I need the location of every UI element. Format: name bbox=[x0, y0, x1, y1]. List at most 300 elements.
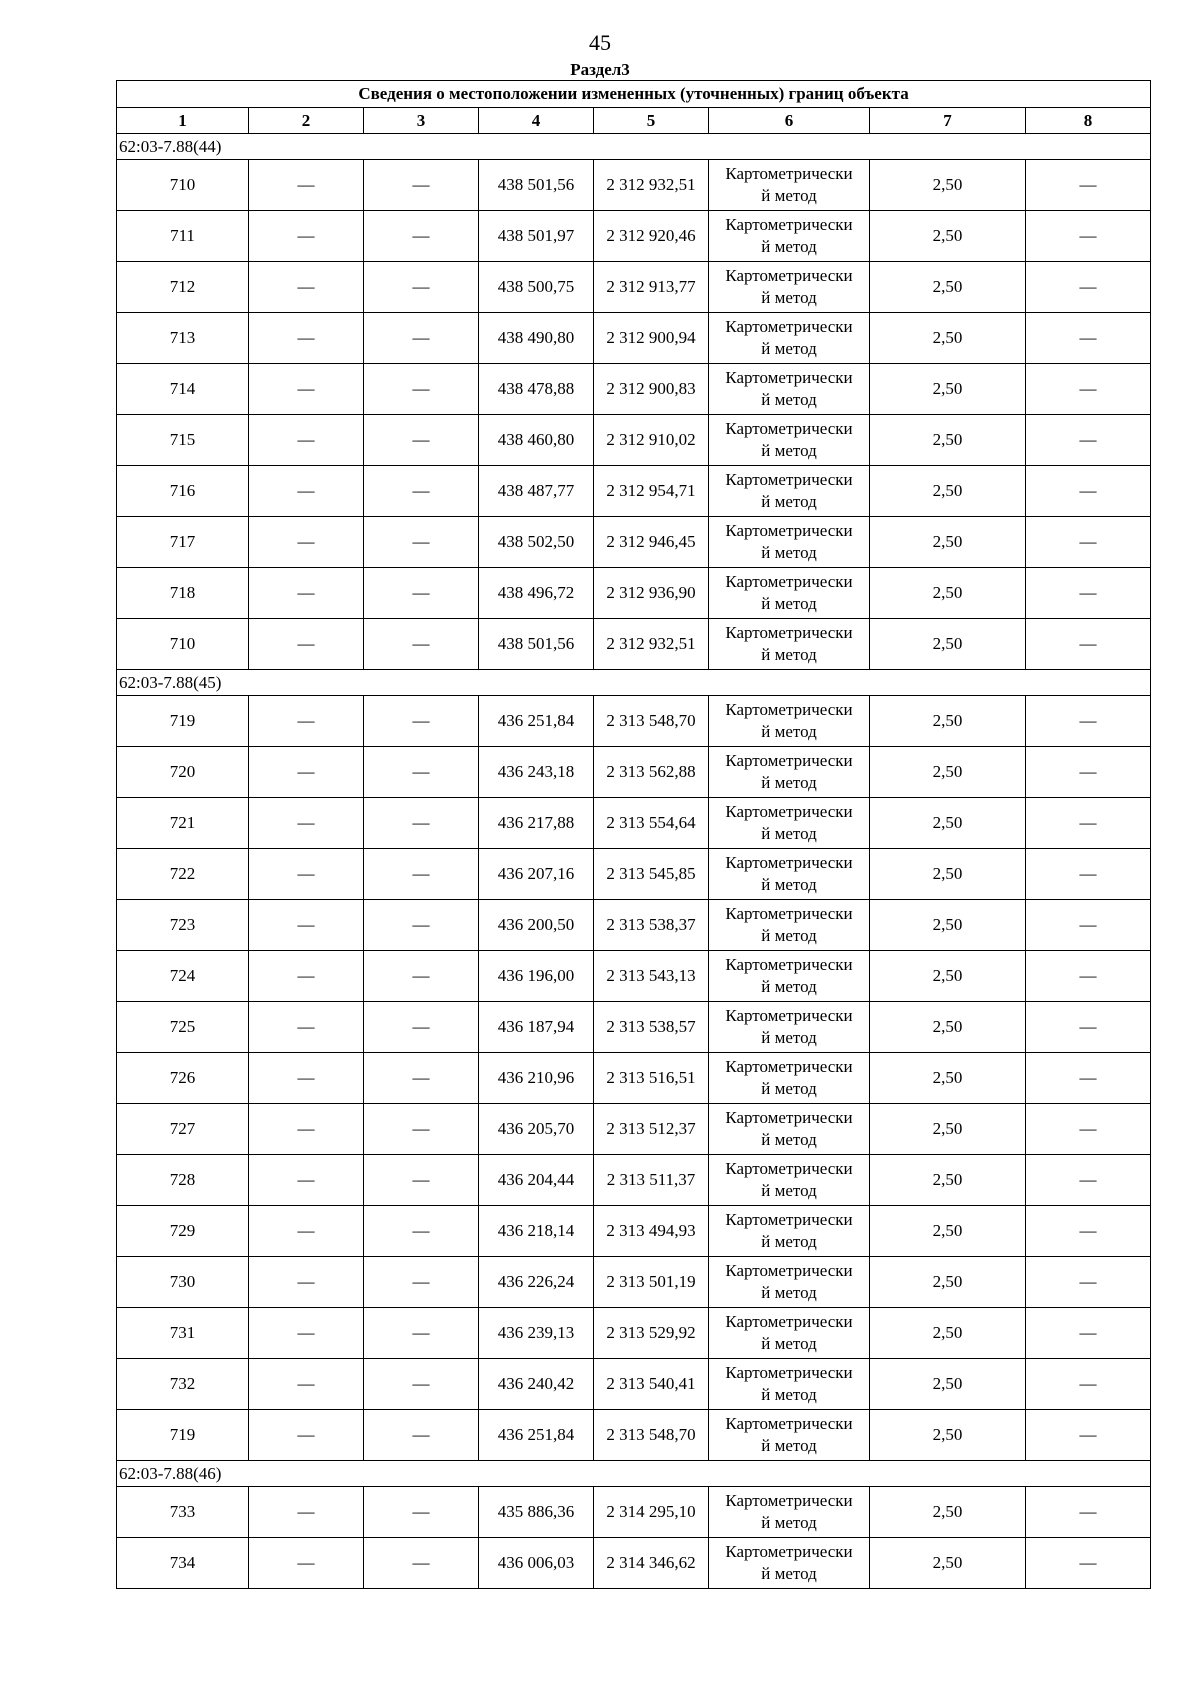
y-coordinate-cell: 2 312 932,51 bbox=[594, 160, 709, 211]
method-line-2: й метод bbox=[761, 773, 817, 792]
point-number-cell: 710 bbox=[117, 160, 249, 211]
column-header: 2 bbox=[249, 108, 364, 134]
table-row bbox=[117, 1257, 1151, 1308]
accuracy-cell: 2,50 bbox=[870, 696, 1026, 747]
empty-cell-col2: — bbox=[249, 568, 364, 619]
y-coordinate-cell: 2 313 548,70 bbox=[594, 696, 709, 747]
column-header: 3 bbox=[364, 108, 479, 134]
y-coordinate-cell: 2 313 538,57 bbox=[594, 1002, 709, 1053]
method-line-2: й метод bbox=[761, 926, 817, 945]
accuracy-cell: 2,50 bbox=[870, 747, 1026, 798]
method-line-2: й метод bbox=[761, 1028, 817, 1047]
method-line-2: й метод bbox=[761, 594, 817, 613]
empty-cell-col8: — bbox=[1026, 747, 1151, 798]
table-row bbox=[117, 849, 1151, 900]
table-row bbox=[117, 568, 1151, 619]
empty-cell-col2: — bbox=[249, 1053, 364, 1104]
group-header-row bbox=[117, 134, 1151, 160]
accuracy-cell: 2,50 bbox=[870, 849, 1026, 900]
method-line-1: Картометрически bbox=[725, 700, 853, 719]
table-row bbox=[117, 798, 1151, 849]
point-number-cell: 711 bbox=[117, 211, 249, 262]
empty-cell-col8: — bbox=[1026, 517, 1151, 568]
method-line-1: Картометрически bbox=[725, 368, 853, 387]
table-row bbox=[117, 517, 1151, 568]
method-line-2: й метод bbox=[761, 1283, 817, 1302]
method-line-1: Картометрически bbox=[725, 419, 853, 438]
empty-cell-col2: — bbox=[249, 1308, 364, 1359]
point-number-cell: 725 bbox=[117, 1002, 249, 1053]
group-label: 62:03-7.88(44) bbox=[117, 134, 1151, 160]
y-coordinate-cell: 2 312 920,46 bbox=[594, 211, 709, 262]
empty-cell-col2: — bbox=[249, 1538, 364, 1589]
empty-cell-col8: — bbox=[1026, 364, 1151, 415]
accuracy-cell: 2,50 bbox=[870, 568, 1026, 619]
empty-cell-col8: — bbox=[1026, 211, 1151, 262]
x-coordinate-cell: 436 251,84 bbox=[479, 696, 594, 747]
coordinates-table bbox=[116, 80, 1151, 1589]
accuracy-cell: 2,50 bbox=[870, 1487, 1026, 1538]
method-cell bbox=[709, 951, 870, 1002]
empty-cell-col2: — bbox=[249, 1002, 364, 1053]
empty-cell-col3: — bbox=[364, 211, 479, 262]
x-coordinate-cell: 436 187,94 bbox=[479, 1002, 594, 1053]
method-cell bbox=[709, 849, 870, 900]
x-coordinate-cell: 436 226,24 bbox=[479, 1257, 594, 1308]
empty-cell-col3: — bbox=[364, 1155, 479, 1206]
y-coordinate-cell: 2 313 543,13 bbox=[594, 951, 709, 1002]
point-number-cell: 716 bbox=[117, 466, 249, 517]
method-cell bbox=[709, 415, 870, 466]
y-coordinate-cell: 2 313 554,64 bbox=[594, 798, 709, 849]
empty-cell-col8: — bbox=[1026, 1538, 1151, 1589]
table-row bbox=[117, 415, 1151, 466]
method-line-1: Картометрически bbox=[725, 1108, 853, 1127]
empty-cell-col8: — bbox=[1026, 262, 1151, 313]
table-row bbox=[117, 900, 1151, 951]
column-header-row bbox=[117, 108, 1151, 134]
method-line-2: й метод bbox=[761, 492, 817, 511]
empty-cell-col3: — bbox=[364, 1359, 479, 1410]
method-line-1: Картометрически bbox=[725, 470, 853, 489]
accuracy-cell: 2,50 bbox=[870, 211, 1026, 262]
method-line-1: Картометрически bbox=[725, 1210, 853, 1229]
table-row bbox=[117, 1410, 1151, 1461]
empty-cell-col3: — bbox=[364, 568, 479, 619]
method-line-2: й метод bbox=[761, 186, 817, 205]
table-row bbox=[117, 747, 1151, 798]
section-title: Раздел3 bbox=[570, 60, 630, 79]
method-line-1: Картометрически bbox=[725, 266, 853, 285]
accuracy-cell: 2,50 bbox=[870, 415, 1026, 466]
table-row bbox=[117, 951, 1151, 1002]
x-coordinate-cell: 436 200,50 bbox=[479, 900, 594, 951]
empty-cell-col2: — bbox=[249, 747, 364, 798]
empty-cell-col2: — bbox=[249, 951, 364, 1002]
empty-cell-col3: — bbox=[364, 1206, 479, 1257]
empty-cell-col2: — bbox=[249, 1104, 364, 1155]
y-coordinate-cell: 2 312 910,02 bbox=[594, 415, 709, 466]
empty-cell-col8: — bbox=[1026, 696, 1151, 747]
method-line-1: Картометрически bbox=[725, 572, 853, 591]
point-number-cell: 726 bbox=[117, 1053, 249, 1104]
accuracy-cell: 2,50 bbox=[870, 798, 1026, 849]
x-coordinate-cell: 438 487,77 bbox=[479, 466, 594, 517]
method-line-2: й метод bbox=[761, 645, 817, 664]
point-number-cell: 731 bbox=[117, 1308, 249, 1359]
point-number-cell: 710 bbox=[117, 619, 249, 670]
empty-cell-col3: — bbox=[364, 1410, 479, 1461]
x-coordinate-cell: 436 240,42 bbox=[479, 1359, 594, 1410]
method-line-2: й метод bbox=[761, 1232, 817, 1251]
method-line-2: й метод bbox=[761, 722, 817, 741]
point-number-cell: 714 bbox=[117, 364, 249, 415]
column-header: 5 bbox=[594, 108, 709, 134]
method-cell bbox=[709, 160, 870, 211]
table-row bbox=[117, 619, 1151, 670]
table-row bbox=[117, 1487, 1151, 1538]
empty-cell-col2: — bbox=[249, 313, 364, 364]
point-number-cell: 719 bbox=[117, 696, 249, 747]
accuracy-cell: 2,50 bbox=[870, 1206, 1026, 1257]
empty-cell-col8: — bbox=[1026, 900, 1151, 951]
column-header: 7 bbox=[870, 108, 1026, 134]
empty-cell-col8: — bbox=[1026, 1257, 1151, 1308]
empty-cell-col2: — bbox=[249, 1487, 364, 1538]
x-coordinate-cell: 438 460,80 bbox=[479, 415, 594, 466]
method-cell bbox=[709, 798, 870, 849]
point-number-cell: 715 bbox=[117, 415, 249, 466]
empty-cell-col3: — bbox=[364, 517, 479, 568]
method-line-2: й метод bbox=[761, 875, 817, 894]
empty-cell-col2: — bbox=[249, 849, 364, 900]
empty-cell-col3: — bbox=[364, 619, 479, 670]
empty-cell-col3: — bbox=[364, 415, 479, 466]
method-cell bbox=[709, 1053, 870, 1104]
column-header: 8 bbox=[1026, 108, 1151, 134]
table-row bbox=[117, 313, 1151, 364]
x-coordinate-cell: 436 204,44 bbox=[479, 1155, 594, 1206]
x-coordinate-cell: 438 490,80 bbox=[479, 313, 594, 364]
empty-cell-col8: — bbox=[1026, 849, 1151, 900]
accuracy-cell: 2,50 bbox=[870, 900, 1026, 951]
empty-cell-col2: — bbox=[249, 798, 364, 849]
empty-cell-col2: — bbox=[249, 517, 364, 568]
empty-cell-col2: — bbox=[249, 415, 364, 466]
group-header-row bbox=[117, 670, 1151, 696]
empty-cell-col2: — bbox=[249, 1359, 364, 1410]
point-number-cell: 729 bbox=[117, 1206, 249, 1257]
empty-cell-col3: — bbox=[364, 262, 479, 313]
table-row bbox=[117, 1002, 1151, 1053]
accuracy-cell: 2,50 bbox=[870, 313, 1026, 364]
empty-cell-col3: — bbox=[364, 160, 479, 211]
method-line-2: й метод bbox=[761, 390, 817, 409]
point-number-cell: 727 bbox=[117, 1104, 249, 1155]
empty-cell-col8: — bbox=[1026, 1002, 1151, 1053]
method-cell bbox=[709, 1308, 870, 1359]
method-line-1: Картометрически bbox=[725, 164, 853, 183]
empty-cell-col2: — bbox=[249, 466, 364, 517]
group-label: 62:03-7.88(46) bbox=[117, 1461, 1151, 1487]
empty-cell-col2: — bbox=[249, 1257, 364, 1308]
empty-cell-col3: — bbox=[364, 1308, 479, 1359]
y-coordinate-cell: 2 313 516,51 bbox=[594, 1053, 709, 1104]
table-row bbox=[117, 466, 1151, 517]
y-coordinate-cell: 2 313 540,41 bbox=[594, 1359, 709, 1410]
method-line-1: Картометрически bbox=[725, 317, 853, 336]
empty-cell-col3: — bbox=[364, 364, 479, 415]
accuracy-cell: 2,50 bbox=[870, 619, 1026, 670]
method-line-1: Картометрически bbox=[725, 853, 853, 872]
empty-cell-col3: — bbox=[364, 1257, 479, 1308]
y-coordinate-cell: 2 312 913,77 bbox=[594, 262, 709, 313]
method-line-1: Картометрически bbox=[725, 215, 853, 234]
method-line-1: Картометрически bbox=[725, 1414, 853, 1433]
empty-cell-col3: — bbox=[364, 1487, 479, 1538]
y-coordinate-cell: 2 313 501,19 bbox=[594, 1257, 709, 1308]
accuracy-cell: 2,50 bbox=[870, 1359, 1026, 1410]
page-number: 45 bbox=[589, 30, 611, 55]
table-row bbox=[117, 1359, 1151, 1410]
empty-cell-col3: — bbox=[364, 849, 479, 900]
group-header-row bbox=[117, 1461, 1151, 1487]
x-coordinate-cell: 438 500,75 bbox=[479, 262, 594, 313]
empty-cell-col3: — bbox=[364, 313, 479, 364]
column-header: 4 bbox=[479, 108, 594, 134]
x-coordinate-cell: 436 243,18 bbox=[479, 747, 594, 798]
method-line-1: Картометрически bbox=[725, 1006, 853, 1025]
method-cell bbox=[709, 262, 870, 313]
x-coordinate-cell: 436 239,13 bbox=[479, 1308, 594, 1359]
empty-cell-col3: — bbox=[364, 951, 479, 1002]
empty-cell-col8: — bbox=[1026, 160, 1151, 211]
table-row bbox=[117, 1104, 1151, 1155]
method-line-1: Картометрически bbox=[725, 521, 853, 540]
table-row bbox=[117, 364, 1151, 415]
column-header: 6 bbox=[709, 108, 870, 134]
empty-cell-col2: — bbox=[249, 1410, 364, 1461]
table-row bbox=[117, 696, 1151, 747]
empty-cell-col3: — bbox=[364, 1002, 479, 1053]
x-coordinate-cell: 438 501,56 bbox=[479, 619, 594, 670]
point-number-cell: 724 bbox=[117, 951, 249, 1002]
table-row bbox=[117, 1308, 1151, 1359]
accuracy-cell: 2,50 bbox=[870, 1053, 1026, 1104]
empty-cell-col8: — bbox=[1026, 1155, 1151, 1206]
y-coordinate-cell: 2 313 548,70 bbox=[594, 1410, 709, 1461]
method-cell bbox=[709, 1002, 870, 1053]
method-cell bbox=[709, 1359, 870, 1410]
method-line-1: Картометрически bbox=[725, 751, 853, 770]
empty-cell-col3: — bbox=[364, 798, 479, 849]
empty-cell-col3: — bbox=[364, 900, 479, 951]
method-line-2: й метод bbox=[761, 1436, 817, 1455]
x-coordinate-cell: 438 496,72 bbox=[479, 568, 594, 619]
method-line-2: й метод bbox=[761, 824, 817, 843]
method-cell bbox=[709, 696, 870, 747]
accuracy-cell: 2,50 bbox=[870, 262, 1026, 313]
point-number-cell: 713 bbox=[117, 313, 249, 364]
accuracy-cell: 2,50 bbox=[870, 1155, 1026, 1206]
y-coordinate-cell: 2 313 512,37 bbox=[594, 1104, 709, 1155]
y-coordinate-cell: 2 313 511,37 bbox=[594, 1155, 709, 1206]
point-number-cell: 733 bbox=[117, 1487, 249, 1538]
method-line-1: Картометрически bbox=[725, 802, 853, 821]
y-coordinate-cell: 2 313 529,92 bbox=[594, 1308, 709, 1359]
accuracy-cell: 2,50 bbox=[870, 466, 1026, 517]
accuracy-cell: 2,50 bbox=[870, 1410, 1026, 1461]
x-coordinate-cell: 436 251,84 bbox=[479, 1410, 594, 1461]
table-row bbox=[117, 160, 1151, 211]
method-line-2: й метод bbox=[761, 1079, 817, 1098]
method-cell bbox=[709, 747, 870, 798]
method-line-2: й метод bbox=[761, 1130, 817, 1149]
table-caption: Сведения о местоположении измененных (уточненных) границ объекта bbox=[117, 81, 1151, 108]
x-coordinate-cell: 436 217,88 bbox=[479, 798, 594, 849]
table-row bbox=[117, 1155, 1151, 1206]
point-number-cell: 717 bbox=[117, 517, 249, 568]
x-coordinate-cell: 436 207,16 bbox=[479, 849, 594, 900]
method-cell bbox=[709, 900, 870, 951]
accuracy-cell: 2,50 bbox=[870, 160, 1026, 211]
empty-cell-col3: — bbox=[364, 466, 479, 517]
point-number-cell: 720 bbox=[117, 747, 249, 798]
y-coordinate-cell: 2 312 900,83 bbox=[594, 364, 709, 415]
table-row bbox=[117, 1206, 1151, 1257]
method-line-1: Картометрически bbox=[725, 904, 853, 923]
point-number-cell: 728 bbox=[117, 1155, 249, 1206]
method-line-2: й метод bbox=[761, 441, 817, 460]
method-line-2: й метод bbox=[761, 1385, 817, 1404]
method-cell bbox=[709, 364, 870, 415]
empty-cell-col2: — bbox=[249, 160, 364, 211]
empty-cell-col8: — bbox=[1026, 951, 1151, 1002]
empty-cell-col8: — bbox=[1026, 798, 1151, 849]
table-row bbox=[117, 1538, 1151, 1589]
point-number-cell: 732 bbox=[117, 1359, 249, 1410]
method-cell bbox=[709, 1257, 870, 1308]
method-cell bbox=[709, 1206, 870, 1257]
empty-cell-col2: — bbox=[249, 211, 364, 262]
accuracy-cell: 2,50 bbox=[870, 517, 1026, 568]
empty-cell-col8: — bbox=[1026, 619, 1151, 670]
empty-cell-col3: — bbox=[364, 1104, 479, 1155]
y-coordinate-cell: 2 312 936,90 bbox=[594, 568, 709, 619]
x-coordinate-cell: 438 501,97 bbox=[479, 211, 594, 262]
empty-cell-col8: — bbox=[1026, 1308, 1151, 1359]
table-body bbox=[117, 134, 1151, 1589]
empty-cell-col8: — bbox=[1026, 313, 1151, 364]
method-line-2: й метод bbox=[761, 1564, 817, 1583]
table-row bbox=[117, 1053, 1151, 1104]
accuracy-cell: 2,50 bbox=[870, 1538, 1026, 1589]
point-number-cell: 712 bbox=[117, 262, 249, 313]
table-row bbox=[117, 211, 1151, 262]
method-line-2: й метод bbox=[761, 1181, 817, 1200]
x-coordinate-cell: 436 006,03 bbox=[479, 1538, 594, 1589]
point-number-cell: 721 bbox=[117, 798, 249, 849]
method-cell bbox=[709, 466, 870, 517]
accuracy-cell: 2,50 bbox=[870, 364, 1026, 415]
empty-cell-col3: — bbox=[364, 747, 479, 798]
method-cell bbox=[709, 1410, 870, 1461]
empty-cell-col8: — bbox=[1026, 1206, 1151, 1257]
method-line-2: й метод bbox=[761, 977, 817, 996]
method-line-1: Картометрически bbox=[725, 1542, 853, 1561]
y-coordinate-cell: 2 312 932,51 bbox=[594, 619, 709, 670]
x-coordinate-cell: 438 502,50 bbox=[479, 517, 594, 568]
empty-cell-col3: — bbox=[364, 1538, 479, 1589]
accuracy-cell: 2,50 bbox=[870, 1002, 1026, 1053]
method-line-2: й метод bbox=[761, 543, 817, 562]
x-coordinate-cell: 438 478,88 bbox=[479, 364, 594, 415]
point-number-cell: 723 bbox=[117, 900, 249, 951]
method-line-1: Картометрически bbox=[725, 955, 853, 974]
empty-cell-col2: — bbox=[249, 262, 364, 313]
y-coordinate-cell: 2 313 538,37 bbox=[594, 900, 709, 951]
y-coordinate-cell: 2 313 494,93 bbox=[594, 1206, 709, 1257]
point-number-cell: 719 bbox=[117, 1410, 249, 1461]
empty-cell-col8: — bbox=[1026, 1359, 1151, 1410]
method-line-1: Картометрически bbox=[725, 1312, 853, 1331]
table-caption-row bbox=[117, 81, 1151, 108]
method-line-2: й метод bbox=[761, 288, 817, 307]
empty-cell-col8: — bbox=[1026, 568, 1151, 619]
method-line-2: й метод bbox=[761, 1513, 817, 1532]
empty-cell-col2: — bbox=[249, 364, 364, 415]
method-cell bbox=[709, 1104, 870, 1155]
method-line-1: Картометрически bbox=[725, 1159, 853, 1178]
column-header: 1 bbox=[117, 108, 249, 134]
point-number-cell: 722 bbox=[117, 849, 249, 900]
empty-cell-col8: — bbox=[1026, 1104, 1151, 1155]
method-line-1: Картометрически bbox=[725, 623, 853, 642]
table-row bbox=[117, 262, 1151, 313]
y-coordinate-cell: 2 314 346,62 bbox=[594, 1538, 709, 1589]
x-coordinate-cell: 436 205,70 bbox=[479, 1104, 594, 1155]
method-cell bbox=[709, 211, 870, 262]
method-cell bbox=[709, 1538, 870, 1589]
method-line-2: й метод bbox=[761, 1334, 817, 1353]
x-coordinate-cell: 436 210,96 bbox=[479, 1053, 594, 1104]
empty-cell-col2: — bbox=[249, 900, 364, 951]
method-cell bbox=[709, 313, 870, 364]
empty-cell-col8: — bbox=[1026, 1410, 1151, 1461]
group-label: 62:03-7.88(45) bbox=[117, 670, 1151, 696]
empty-cell-col3: — bbox=[364, 1053, 479, 1104]
empty-cell-col2: — bbox=[249, 696, 364, 747]
y-coordinate-cell: 2 312 954,71 bbox=[594, 466, 709, 517]
method-cell bbox=[709, 619, 870, 670]
accuracy-cell: 2,50 bbox=[870, 1257, 1026, 1308]
empty-cell-col2: — bbox=[249, 1206, 364, 1257]
empty-cell-col8: — bbox=[1026, 1487, 1151, 1538]
accuracy-cell: 2,50 bbox=[870, 1308, 1026, 1359]
empty-cell-col8: — bbox=[1026, 1053, 1151, 1104]
y-coordinate-cell: 2 312 946,45 bbox=[594, 517, 709, 568]
y-coordinate-cell: 2 313 562,88 bbox=[594, 747, 709, 798]
method-cell bbox=[709, 568, 870, 619]
method-line-1: Картометрически bbox=[725, 1491, 853, 1510]
y-coordinate-cell: 2 312 900,94 bbox=[594, 313, 709, 364]
method-line-2: й метод bbox=[761, 237, 817, 256]
point-number-cell: 718 bbox=[117, 568, 249, 619]
empty-cell-col8: — bbox=[1026, 466, 1151, 517]
accuracy-cell: 2,50 bbox=[870, 1104, 1026, 1155]
empty-cell-col2: — bbox=[249, 1155, 364, 1206]
point-number-cell: 730 bbox=[117, 1257, 249, 1308]
